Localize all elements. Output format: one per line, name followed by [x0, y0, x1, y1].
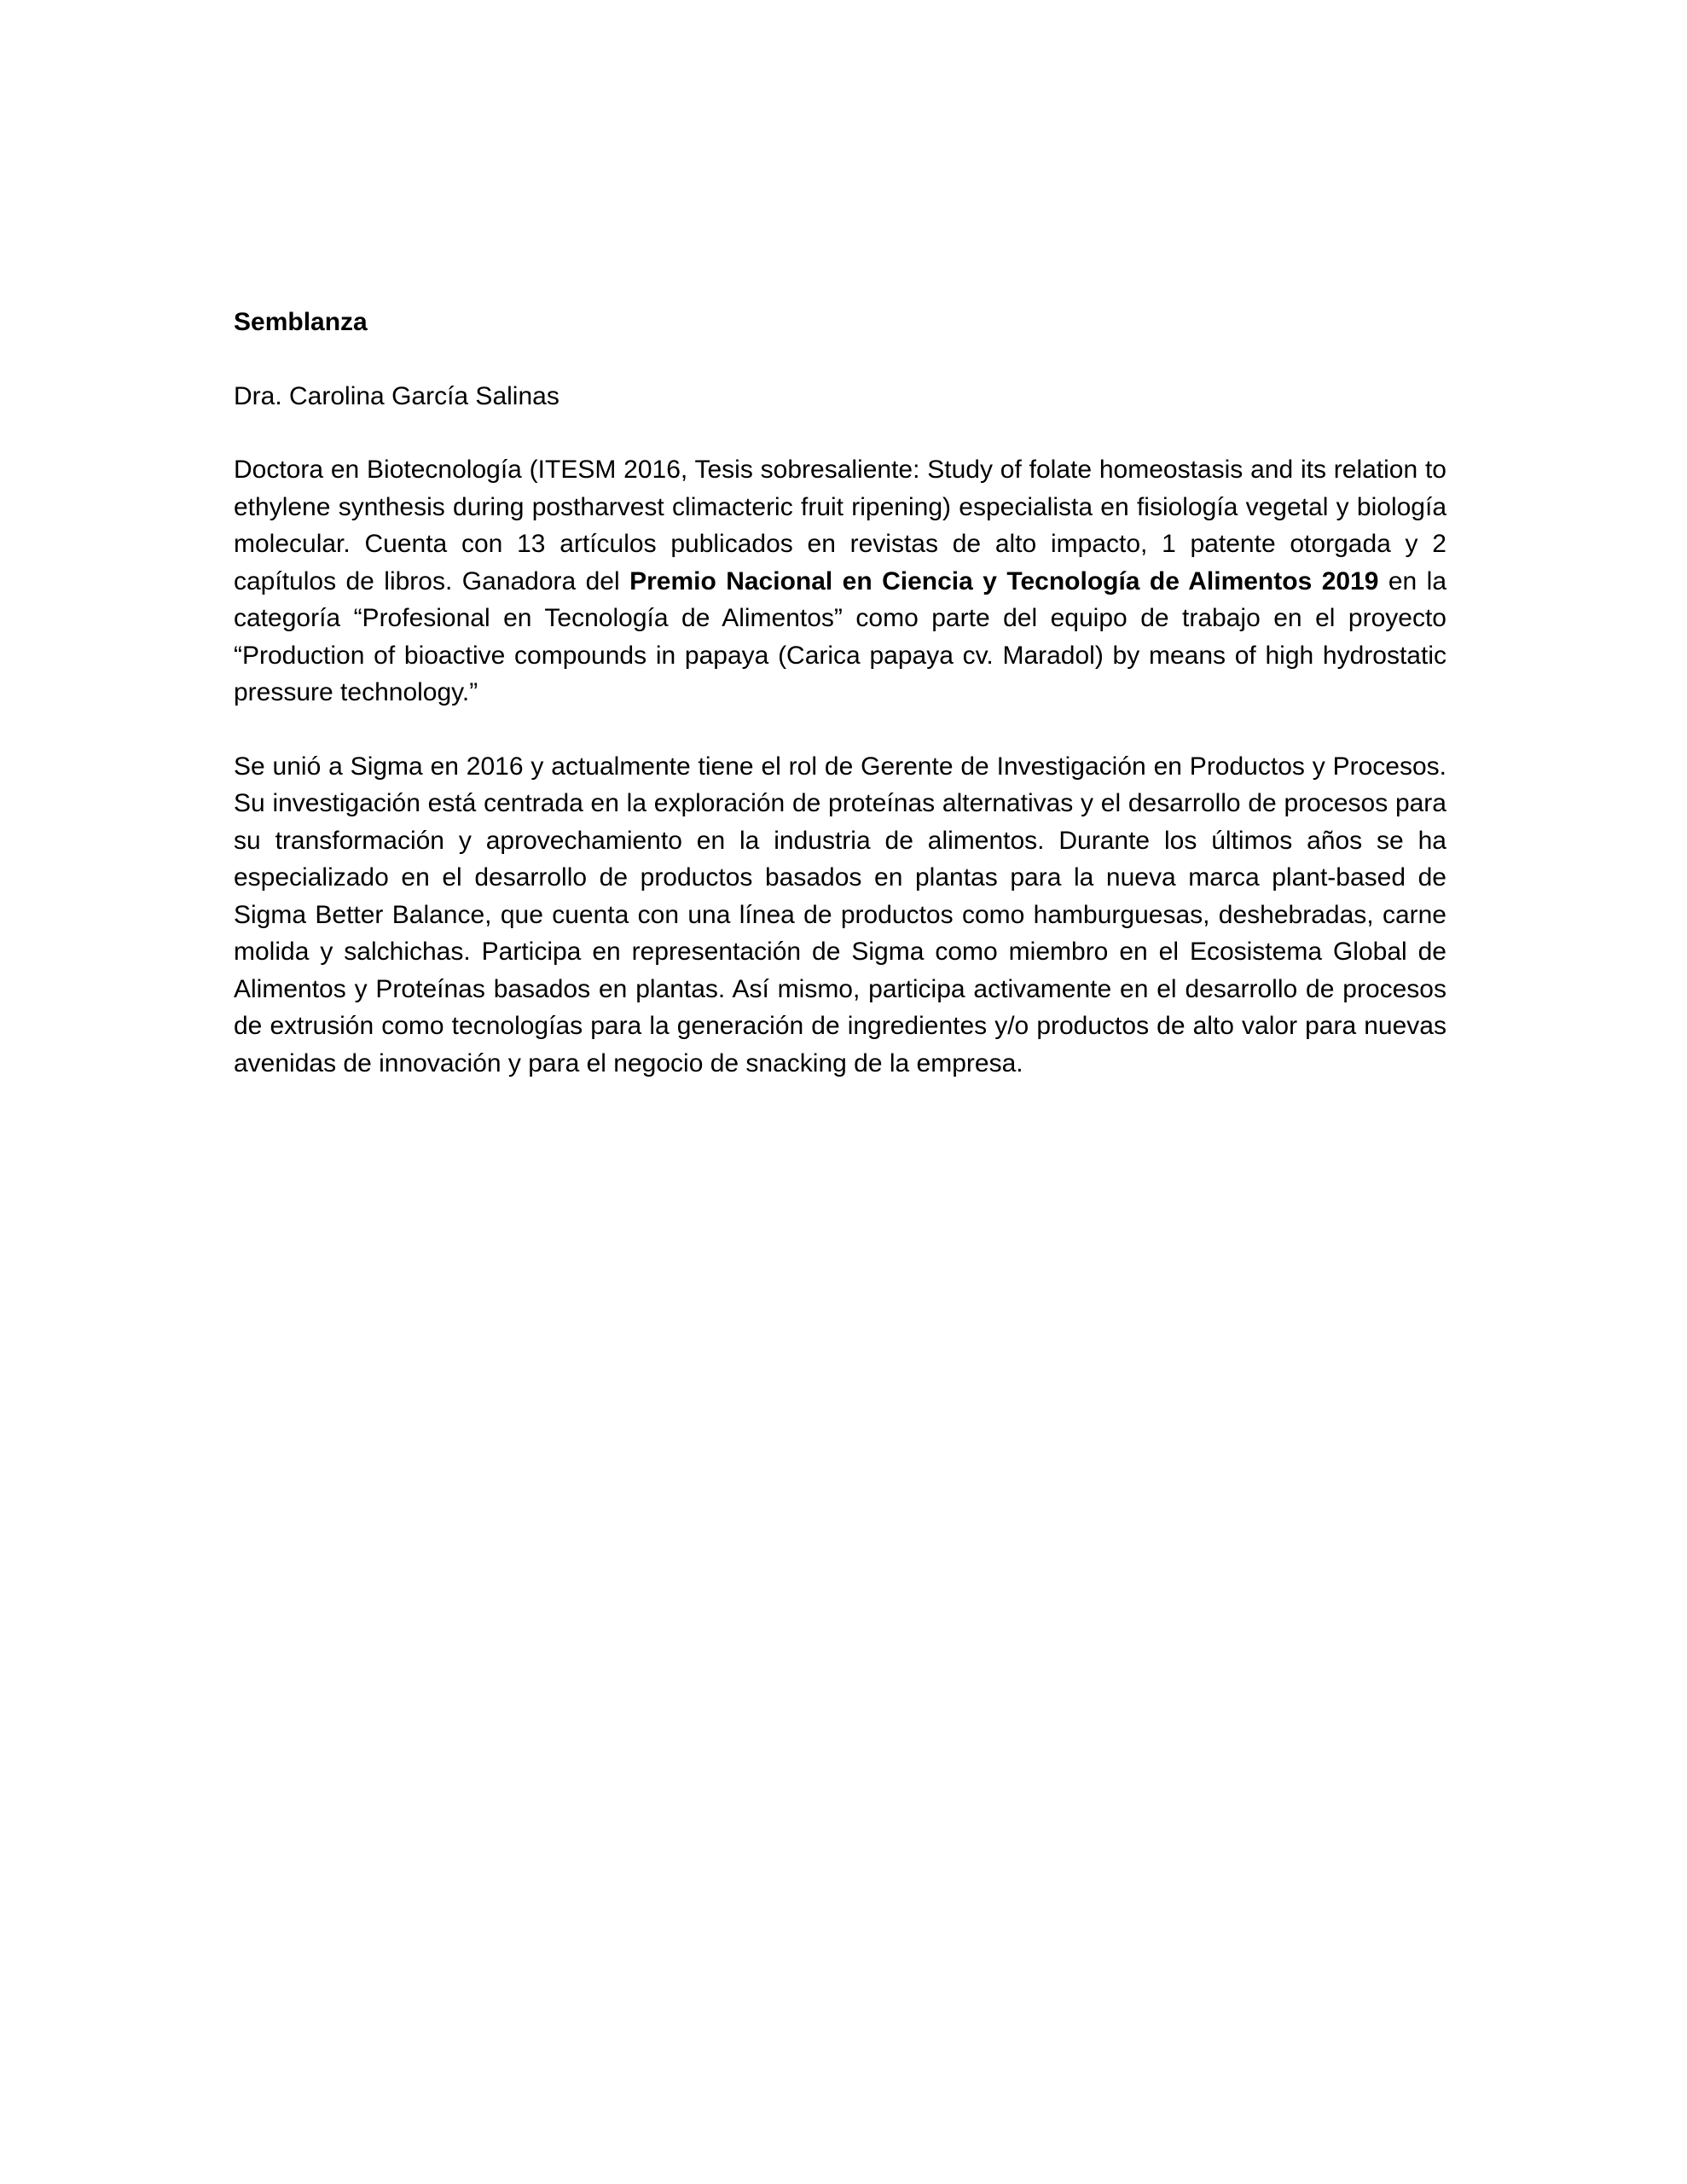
bio-paragraph-1-intro: Doctora en Biotecnología (ITESM 2016, Tesis sobresaliente: Study of folate homeostasis and its relation to ethylene synthesis during postharvest climacteric fruit ripening) especialista en fisiología vegetal y biología molecular. Cuenta con 13 artículos publicados en revistas de alto impacto, 1 patente otorgada y 2 capítulos de libros. Ganadora del [234, 456, 1446, 595]
bio-paragraph-1 [234, 451, 1446, 712]
bio-paragraph-1-rest: en la categoría “Profesional en Tecnología de Alimentos” como parte del equipo de trabajo en el proyecto “Production of bioactive compounds in papaya (Carica papaya cv. Maradol) by means of high hydrostatic pressure technology.” [234, 566, 1447, 706]
bio-paragraph-2: Se unió a Sigma en 2016 y actualmente tiene el rol de Gerente de Investigación en Productos y Procesos. Su investigación está centrada en la exploración de proteínas alternativas y el desarrollo de procesos para su transformación y aprovechamiento en la industria de alimentos. Durante los últimos años se ha especializado en el desarrollo de productos basados en plantas para la nueva marca plant-based de Sigma Better Balance, que cuenta con una línea de productos como hamburguesas, deshebradas, carne molida y salchichas. Participa en representación de Sigma como miembro en el Ecosistema Global de Alimentos y Proteínas basados en plantas. Así mismo, participa activamente en el desarrollo de procesos de extrusión como tecnologías para la generación de ingredientes y/o productos de alto valor para nuevas avenidas de innovación y para el negocio de snacking de la empresa. [234, 752, 1446, 1077]
document-body [234, 304, 1446, 1082]
award-name: Premio Nacional en Ciencia y Tecnología de Alimentos 2019 [629, 566, 1379, 595]
person-name: Dra. Carolina García Salinas [234, 381, 559, 410]
document-heading: Semblanza [234, 308, 368, 336]
